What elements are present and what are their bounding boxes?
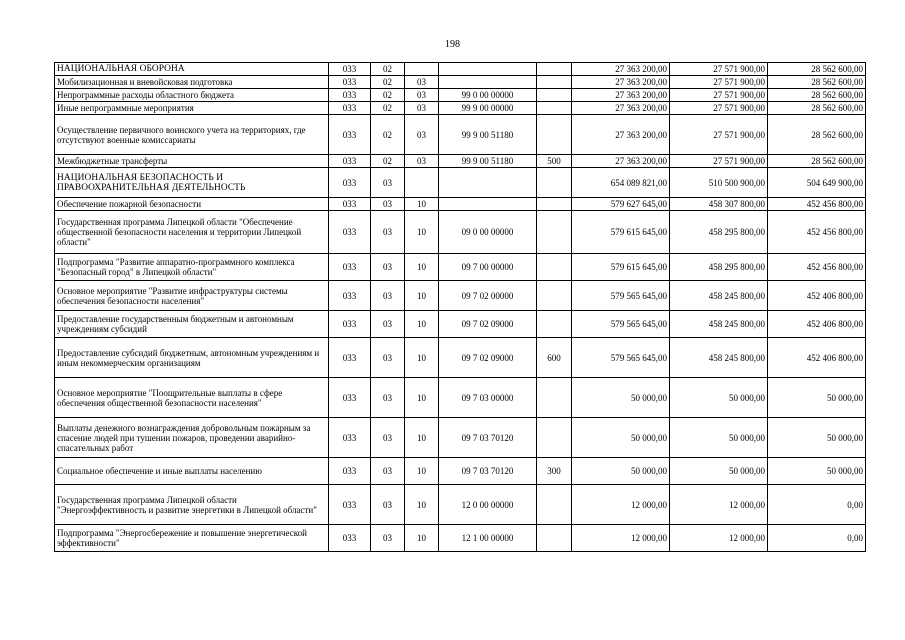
grbs-code-cell: 033 [329, 338, 371, 378]
table-row [55, 198, 866, 211]
expense-type-cell: 600 [537, 338, 572, 378]
section-code-cell: 03 [371, 378, 405, 418]
row-name-cell: НАЦИОНАЛЬНАЯ БЕЗОПАСНОСТЬ И ПРАВООХРАНИТЕЛЬНАЯ ДЕЯТЕЛЬНОСТЬ [55, 168, 329, 198]
amount-year1-cell: 12 000,00 [572, 485, 670, 525]
amount-year2-cell: 27 571 900,00 [670, 63, 768, 76]
expense-type-cell [537, 311, 572, 338]
grbs-code-cell: 033 [329, 115, 371, 155]
subsection-code-cell: 03 [405, 76, 439, 89]
row-name-cell: Социальное обеспечение и иные выплаты населению [55, 458, 329, 485]
section-code-cell: 02 [371, 89, 405, 102]
amount-year1-cell: 654 089 821,00 [572, 168, 670, 198]
amount-year3-cell: 452 406 800,00 [768, 281, 866, 311]
subsection-code-cell: 10 [405, 378, 439, 418]
row-name-cell: Обеспечение пожарной безопасности [55, 198, 329, 211]
target-article-cell: 99 9 00 51180 [439, 115, 537, 155]
amount-year3-cell: 504 649 900,00 [768, 168, 866, 198]
subsection-code-cell: 03 [405, 155, 439, 168]
subsection-code-cell: 03 [405, 89, 439, 102]
subsection-code-cell [405, 63, 439, 76]
amount-year3-cell: 452 456 800,00 [768, 198, 866, 211]
grbs-code-cell: 033 [329, 378, 371, 418]
subsection-code-cell: 10 [405, 254, 439, 281]
grbs-code-cell: 033 [329, 254, 371, 281]
amount-year2-cell: 27 571 900,00 [670, 76, 768, 89]
amount-year3-cell: 452 406 800,00 [768, 311, 866, 338]
expense-type-cell [537, 168, 572, 198]
amount-year1-cell: 579 565 645,00 [572, 338, 670, 378]
expense-type-cell [537, 378, 572, 418]
row-name-cell: Межбюджетные трансферты [55, 155, 329, 168]
subsection-code-cell: 03 [405, 115, 439, 155]
table-row [55, 418, 866, 458]
subsection-code-cell: 03 [405, 102, 439, 115]
section-code-cell: 03 [371, 211, 405, 254]
amount-year3-cell: 50 000,00 [768, 458, 866, 485]
subsection-code-cell: 10 [405, 211, 439, 254]
table-row [55, 281, 866, 311]
amount-year3-cell: 28 562 600,00 [768, 155, 866, 168]
table-row [55, 89, 866, 102]
amount-year2-cell: 458 245 800,00 [670, 338, 768, 378]
table-row [55, 458, 866, 485]
table-row [55, 115, 866, 155]
section-code-cell: 03 [371, 168, 405, 198]
target-article-cell: 99 0 00 00000 [439, 89, 537, 102]
expense-type-cell [537, 102, 572, 115]
table-row [55, 63, 866, 76]
grbs-code-cell: 033 [329, 418, 371, 458]
row-name-cell: Выплаты денежного вознаграждения добровольным пожарным за спасение людей при тушении пожаров, проведении аварийно-спасательных работ [55, 418, 329, 458]
amount-year1-cell: 27 363 200,00 [572, 102, 670, 115]
expense-type-cell [537, 254, 572, 281]
subsection-code-cell: 10 [405, 338, 439, 378]
amount-year2-cell: 27 571 900,00 [670, 102, 768, 115]
amount-year2-cell: 458 295 800,00 [670, 211, 768, 254]
amount-year3-cell: 0,00 [768, 525, 866, 552]
amount-year2-cell: 458 245 800,00 [670, 281, 768, 311]
amount-year3-cell: 28 562 600,00 [768, 63, 866, 76]
amount-year1-cell: 579 565 645,00 [572, 311, 670, 338]
grbs-code-cell: 033 [329, 102, 371, 115]
row-name-cell: Предоставление субсидий бюджетным, автономным учреждениям и иным некоммерческим организациям [55, 338, 329, 378]
table-row [55, 155, 866, 168]
section-code-cell: 02 [371, 102, 405, 115]
expense-type-cell [537, 63, 572, 76]
table-row [55, 168, 866, 198]
row-name-cell: НАЦИОНАЛЬНАЯ ОБОРОНА [55, 63, 329, 76]
section-code-cell: 03 [371, 338, 405, 378]
amount-year2-cell: 458 295 800,00 [670, 254, 768, 281]
expense-type-cell [537, 418, 572, 458]
expense-type-cell: 500 [537, 155, 572, 168]
target-article-cell: 09 7 03 70120 [439, 458, 537, 485]
subsection-code-cell: 10 [405, 485, 439, 525]
amount-year1-cell: 27 363 200,00 [572, 155, 670, 168]
grbs-code-cell: 033 [329, 63, 371, 76]
table-row [55, 211, 866, 254]
target-article-cell: 99 9 00 00000 [439, 102, 537, 115]
row-name-cell: Основное мероприятие "Развитие инфраструктуры системы обеспечения безопасности населения" [55, 281, 329, 311]
grbs-code-cell: 033 [329, 155, 371, 168]
target-article-cell: 09 7 02 09000 [439, 338, 537, 378]
target-article-cell: 09 7 03 00000 [439, 378, 537, 418]
subsection-code-cell: 10 [405, 458, 439, 485]
target-article-cell: 09 7 02 00000 [439, 281, 537, 311]
target-article-cell: 12 0 00 00000 [439, 485, 537, 525]
row-name-cell: Осуществление первичного воинского учета на территориях, где отсутствуют военные комиссариаты [55, 115, 329, 155]
row-name-cell: Предоставление государственным бюджетным и автономным учреждениям субсидий [55, 311, 329, 338]
amount-year3-cell: 452 406 800,00 [768, 338, 866, 378]
amount-year2-cell: 27 571 900,00 [670, 155, 768, 168]
amount-year2-cell: 50 000,00 [670, 458, 768, 485]
amount-year1-cell: 579 627 645,00 [572, 198, 670, 211]
amount-year3-cell: 0,00 [768, 485, 866, 525]
grbs-code-cell: 033 [329, 525, 371, 552]
row-name-cell: Государственная программа Липецкой области "Обеспечение общественной безопасности населения и территории Липецкой области" [55, 211, 329, 254]
table-row [55, 338, 866, 378]
grbs-code-cell: 033 [329, 485, 371, 525]
amount-year3-cell: 28 562 600,00 [768, 76, 866, 89]
section-code-cell: 03 [371, 198, 405, 211]
target-article-cell [439, 198, 537, 211]
amount-year2-cell: 510 500 900,00 [670, 168, 768, 198]
section-code-cell: 03 [371, 485, 405, 525]
grbs-code-cell: 033 [329, 211, 371, 254]
amount-year3-cell: 50 000,00 [768, 378, 866, 418]
section-code-cell: 03 [371, 311, 405, 338]
amount-year2-cell: 50 000,00 [670, 378, 768, 418]
row-name-cell: Иные непрограммные мероприятия [55, 102, 329, 115]
table-row [55, 311, 866, 338]
section-code-cell: 02 [371, 63, 405, 76]
amount-year3-cell: 28 562 600,00 [768, 115, 866, 155]
target-article-cell [439, 76, 537, 89]
amount-year3-cell: 28 562 600,00 [768, 102, 866, 115]
expense-type-cell [537, 76, 572, 89]
row-name-cell: Основное мероприятие "Поощрительные выплаты в сфере обеспечения общественной безопасности населения" [55, 378, 329, 418]
amount-year2-cell: 458 307 800,00 [670, 198, 768, 211]
table-row [55, 485, 866, 525]
table-row [55, 76, 866, 89]
amount-year2-cell: 50 000,00 [670, 418, 768, 458]
section-code-cell: 03 [371, 525, 405, 552]
amount-year1-cell: 579 565 645,00 [572, 281, 670, 311]
amount-year1-cell: 50 000,00 [572, 418, 670, 458]
row-name-cell: Подпрограмма "Энергосбережение и повышение энергетической эффективности" [55, 525, 329, 552]
target-article-cell: 12 1 00 00000 [439, 525, 537, 552]
section-code-cell: 03 [371, 281, 405, 311]
amount-year2-cell: 12 000,00 [670, 525, 768, 552]
row-name-cell: Государственная программа Липецкой области "Энергоэффективность и развитие энергетики в Липецкой области" [55, 485, 329, 525]
grbs-code-cell: 033 [329, 281, 371, 311]
amount-year2-cell: 458 245 800,00 [670, 311, 768, 338]
amount-year3-cell: 452 456 800,00 [768, 254, 866, 281]
subsection-code-cell: 10 [405, 311, 439, 338]
grbs-code-cell: 033 [329, 198, 371, 211]
grbs-code-cell: 033 [329, 168, 371, 198]
row-name-cell: Подпрограмма "Развитие аппаратно-программного комплекса "Безопасный город" в Липецкой области" [55, 254, 329, 281]
subsection-code-cell: 10 [405, 281, 439, 311]
table-row [55, 102, 866, 115]
grbs-code-cell: 033 [329, 311, 371, 338]
target-article-cell [439, 168, 537, 198]
target-article-cell: 09 7 00 00000 [439, 254, 537, 281]
expense-type-cell [537, 89, 572, 102]
table-row [55, 525, 866, 552]
expense-type-cell [537, 211, 572, 254]
amount-year1-cell: 27 363 200,00 [572, 76, 670, 89]
amount-year1-cell: 27 363 200,00 [572, 63, 670, 76]
amount-year3-cell: 452 456 800,00 [768, 211, 866, 254]
subsection-code-cell [405, 168, 439, 198]
table-row [55, 254, 866, 281]
target-article-cell: 99 9 00 51180 [439, 155, 537, 168]
target-article-cell: 09 7 02 09000 [439, 311, 537, 338]
amount-year2-cell: 27 571 900,00 [670, 115, 768, 155]
subsection-code-cell: 10 [405, 198, 439, 211]
amount-year2-cell: 27 571 900,00 [670, 89, 768, 102]
subsection-code-cell: 10 [405, 418, 439, 458]
expense-type-cell [537, 198, 572, 211]
expense-type-cell [537, 281, 572, 311]
section-code-cell: 02 [371, 155, 405, 168]
target-article-cell: 09 0 00 00000 [439, 211, 537, 254]
subsection-code-cell: 10 [405, 525, 439, 552]
budget-table [54, 62, 866, 552]
section-code-cell: 03 [371, 418, 405, 458]
section-code-cell: 02 [371, 76, 405, 89]
expense-type-cell [537, 115, 572, 155]
amount-year1-cell: 27 363 200,00 [572, 89, 670, 102]
target-article-cell [439, 63, 537, 76]
grbs-code-cell: 033 [329, 89, 371, 102]
target-article-cell: 09 7 03 70120 [439, 418, 537, 458]
amount-year1-cell: 579 615 645,00 [572, 254, 670, 281]
amount-year1-cell: 50 000,00 [572, 458, 670, 485]
expense-type-cell [537, 485, 572, 525]
amount-year1-cell: 579 615 645,00 [572, 211, 670, 254]
section-code-cell: 03 [371, 254, 405, 281]
amount-year1-cell: 50 000,00 [572, 378, 670, 418]
amount-year1-cell: 27 363 200,00 [572, 115, 670, 155]
section-code-cell: 02 [371, 115, 405, 155]
expense-type-cell: 300 [537, 458, 572, 485]
row-name-cell: Мобилизационная и вневойсковая подготовка [55, 76, 329, 89]
amount-year1-cell: 12 000,00 [572, 525, 670, 552]
expense-type-cell [537, 525, 572, 552]
page-number: 198 [445, 39, 460, 50]
amount-year3-cell: 28 562 600,00 [768, 89, 866, 102]
row-name-cell: Непрограммные расходы областного бюджета [55, 89, 329, 102]
amount-year3-cell: 50 000,00 [768, 418, 866, 458]
table-row [55, 378, 866, 418]
amount-year2-cell: 12 000,00 [670, 485, 768, 525]
section-code-cell: 03 [371, 458, 405, 485]
grbs-code-cell: 033 [329, 458, 371, 485]
grbs-code-cell: 033 [329, 76, 371, 89]
